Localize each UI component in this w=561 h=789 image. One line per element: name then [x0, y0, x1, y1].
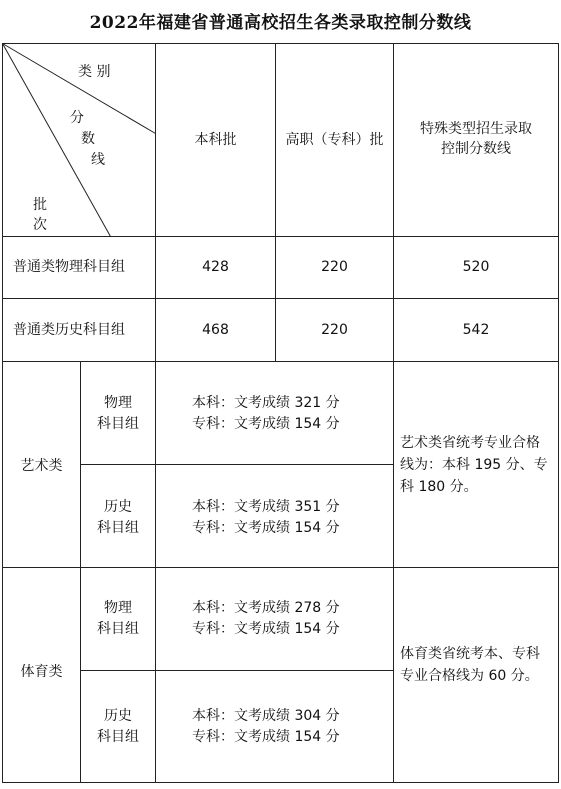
- column-header-undergrad: 本科批: [194, 132, 237, 148]
- pe-physics-vocational-score: 专科：文考成绩 154 分: [192, 621, 340, 637]
- pe-note: 体育类省统考本、专科专业合格线为 60 分。: [400, 646, 540, 684]
- pe-history-vocational-score: 专科：文考成绩 154 分: [192, 729, 340, 745]
- column-header-special-line1: 特殊类型招生录取: [420, 121, 532, 137]
- pe-history-subject-line2: 科目组: [97, 729, 139, 745]
- art-physics-subject-line1: 物理: [104, 395, 132, 411]
- art-physics-vocational-score: 专科：文考成绩 154 分: [192, 416, 340, 432]
- cell-physics-vocational: 220: [321, 259, 348, 275]
- art-history-vocational-score: 专科：文考成绩 154 分: [192, 520, 340, 536]
- art-physics-subject-line2: 科目组: [97, 416, 139, 432]
- diag-score-label-1: 分: [70, 110, 84, 126]
- column-header-special-line2: 控制分数线: [441, 141, 511, 157]
- art-history-undergrad-score: 本科：文考成绩 351 分: [192, 499, 340, 515]
- cell-history-vocational: 220: [321, 322, 348, 338]
- diag-category-label: 类 别: [78, 64, 111, 80]
- diag-batch-label-1: 批: [33, 197, 47, 213]
- pe-physics-subject-line2: 科目组: [97, 621, 139, 637]
- diag-score-label-3: 线: [91, 152, 105, 168]
- page-title: 2022年福建省普通高校招生各类录取控制分数线: [89, 13, 472, 33]
- pe-physics-subject-line1: 物理: [104, 600, 132, 616]
- pe-physics-undergrad-score: 本科：文考成绩 278 分: [192, 600, 340, 616]
- art-history-subject-line2: 科目组: [97, 520, 139, 536]
- cell-physics-undergrad: 428: [202, 259, 229, 275]
- diag-score-label-2: 数: [81, 131, 95, 147]
- cell-history-special: 542: [462, 322, 490, 338]
- row-label-history: 普通类历史科目组: [13, 322, 125, 338]
- art-physics-undergrad-score: 本科：文考成绩 321 分: [192, 395, 340, 411]
- art-category-label: 艺术类: [20, 458, 63, 474]
- cell-physics-special: 520: [462, 259, 490, 275]
- art-history-subject-line1: 历史: [104, 499, 132, 515]
- diag-batch-label-2: 次: [33, 217, 47, 233]
- pe-category-label: 体育类: [20, 664, 63, 680]
- pe-history-undergrad-score: 本科：文考成绩 304 分: [192, 708, 340, 724]
- pe-history-subject-line1: 历史: [104, 708, 132, 724]
- row-label-physics: 普通类物理科目组: [13, 259, 125, 275]
- column-header-vocational: 高职（专科）批: [285, 132, 384, 148]
- cell-history-undergrad: 468: [202, 322, 229, 338]
- art-note: 艺术类省统考专业合格线为：本科 195 分、专科 180 分。: [400, 435, 548, 495]
